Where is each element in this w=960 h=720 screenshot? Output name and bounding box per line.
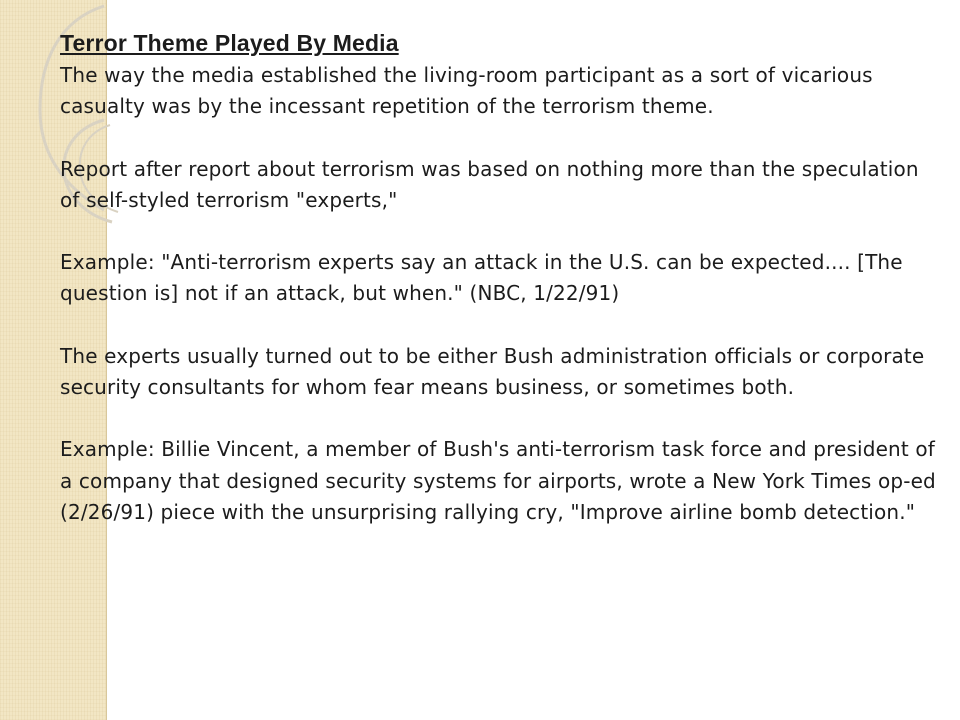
slide-title: Terror Theme Played By Media <box>60 30 399 56</box>
slide-body <box>60 26 940 528</box>
paragraph-vincent-example: Example: Billie Vincent, a member of Bush's anti-terrorism task force and president of a company that designed security systems for airports, wrote a New York Times op-ed (2/26/91) piece with the unsurprising rallying cry, "Improve airline bomb detection." <box>60 437 936 524</box>
paragraph-experts-officials: The experts usually turned out to be either Bush administration officials or corporate security consultants for whom fear means business, or sometimes both. <box>60 343 925 399</box>
paragraph-media-repetition: The way the media established the living-room participant as a sort of vicarious casualty was by the incessant repetition of the terrorism theme. <box>60 63 873 119</box>
paragraph-report-speculation: Report after report about terrorism was based on nothing more than the speculation of self-styled terrorism "experts," <box>60 156 919 212</box>
paragraph-nbc-example: Example: "Anti-terrorism experts say an attack in the U.S. can be expected.... [The question is] not if an attack, but when." (NBC, 1/22/91) <box>60 250 903 306</box>
